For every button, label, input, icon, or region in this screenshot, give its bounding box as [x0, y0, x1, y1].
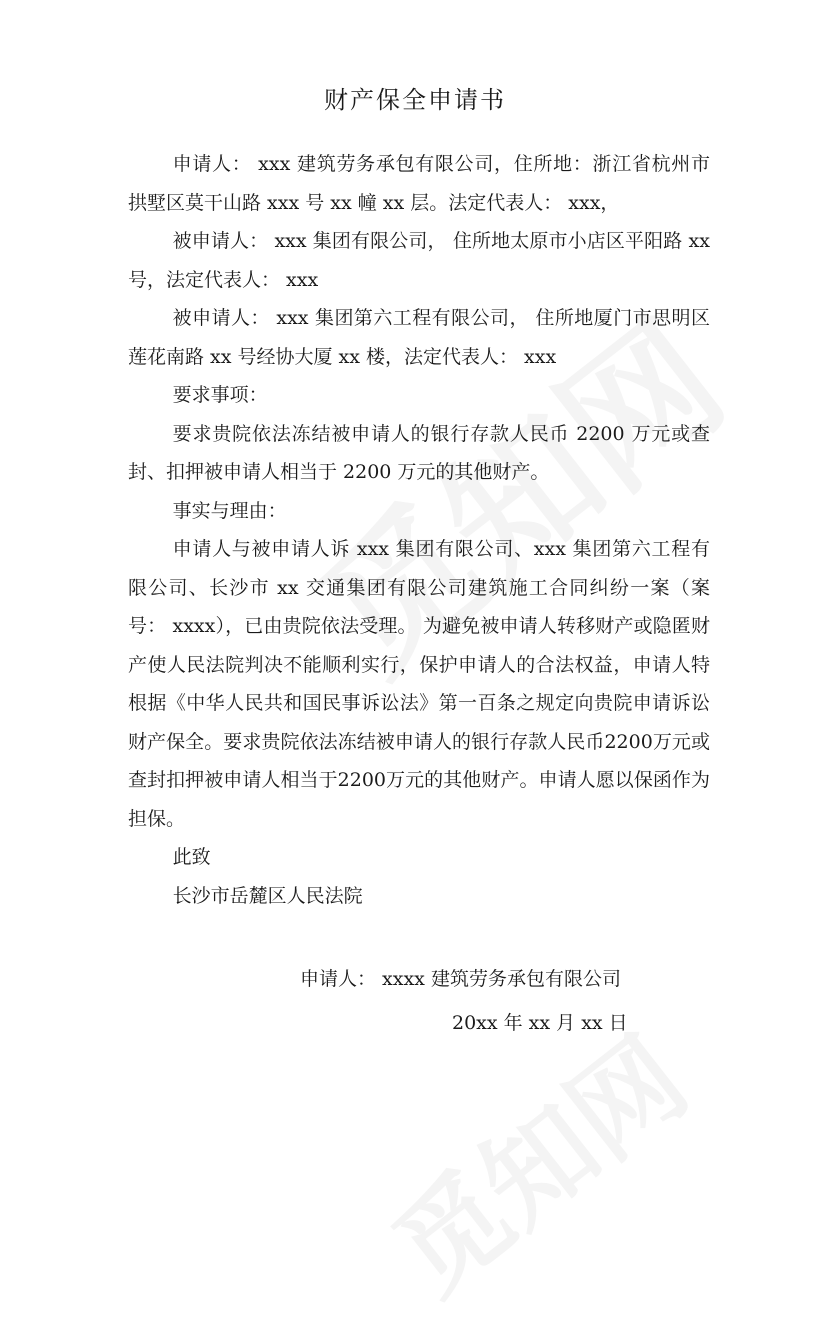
signature-line: 申请人： xxxx 建筑劳务承包有限公司: [300, 968, 621, 990]
respondent-2-paragraph: 被申请人： xxx 集团第六工程有限公司， 住所地厦门市思明区莲花南路 xx 号经协大厦 xx 楼，法定代表人： xxx: [128, 307, 710, 368]
date-line: 20xx 年 xx 月 xx 日: [452, 1012, 628, 1034]
respondent-1-paragraph: 被申请人： xxx 集团有限公司， 住所地太原市小店区平阳路 xx 号，法定代表人： xxx: [128, 230, 710, 291]
closing-salutation: 此致: [172, 846, 211, 868]
applicant-paragraph: 申请人： xxx 建筑劳务承包有限公司，住所地：浙江省杭州市拱墅区莫干山路 xxx 号 xx 幢 xx 层。法定代表人： xxx，: [128, 153, 710, 214]
watermark-logo-bottom: [356, 995, 713, 1323]
requests-heading: 要求事项：: [172, 384, 268, 406]
document-title: 财产保全申请书: [324, 86, 506, 114]
requests-paragraph: 要求贵院依法冻结被申请人的银行存款人民币 2200 万元或查封、扣押被申请人相当于 2200 万元的其他财产。: [128, 422, 710, 483]
court-name: 长沙市岳麓区人民法院: [172, 884, 363, 907]
facts-heading: 事实与理由：: [172, 499, 287, 522]
document-body: [128, 145, 710, 915]
facts-paragraph: 申请人与被申请人诉 xxx 集团有限公司、xxx 集团第六工程有限公司、长沙市 xx 交通集团有限公司建筑施工合同纠纷一案（案号： xxxx），已由贵院依法受理。 为避免被申请人转移财产或隐匿财产使人民法院判决不能顺利实行，保护申请人的合法权益，申请人特根据《中华人民共和国民事诉讼法》第一百条之规定向贵院申请诉讼财产保全。要求贵院依法冻结被申请人的银行存款人民币2200万元或查封扣押被申请人相当于2200万元的其他财产。申请人愿以保函作为担保。: [128, 538, 710, 830]
